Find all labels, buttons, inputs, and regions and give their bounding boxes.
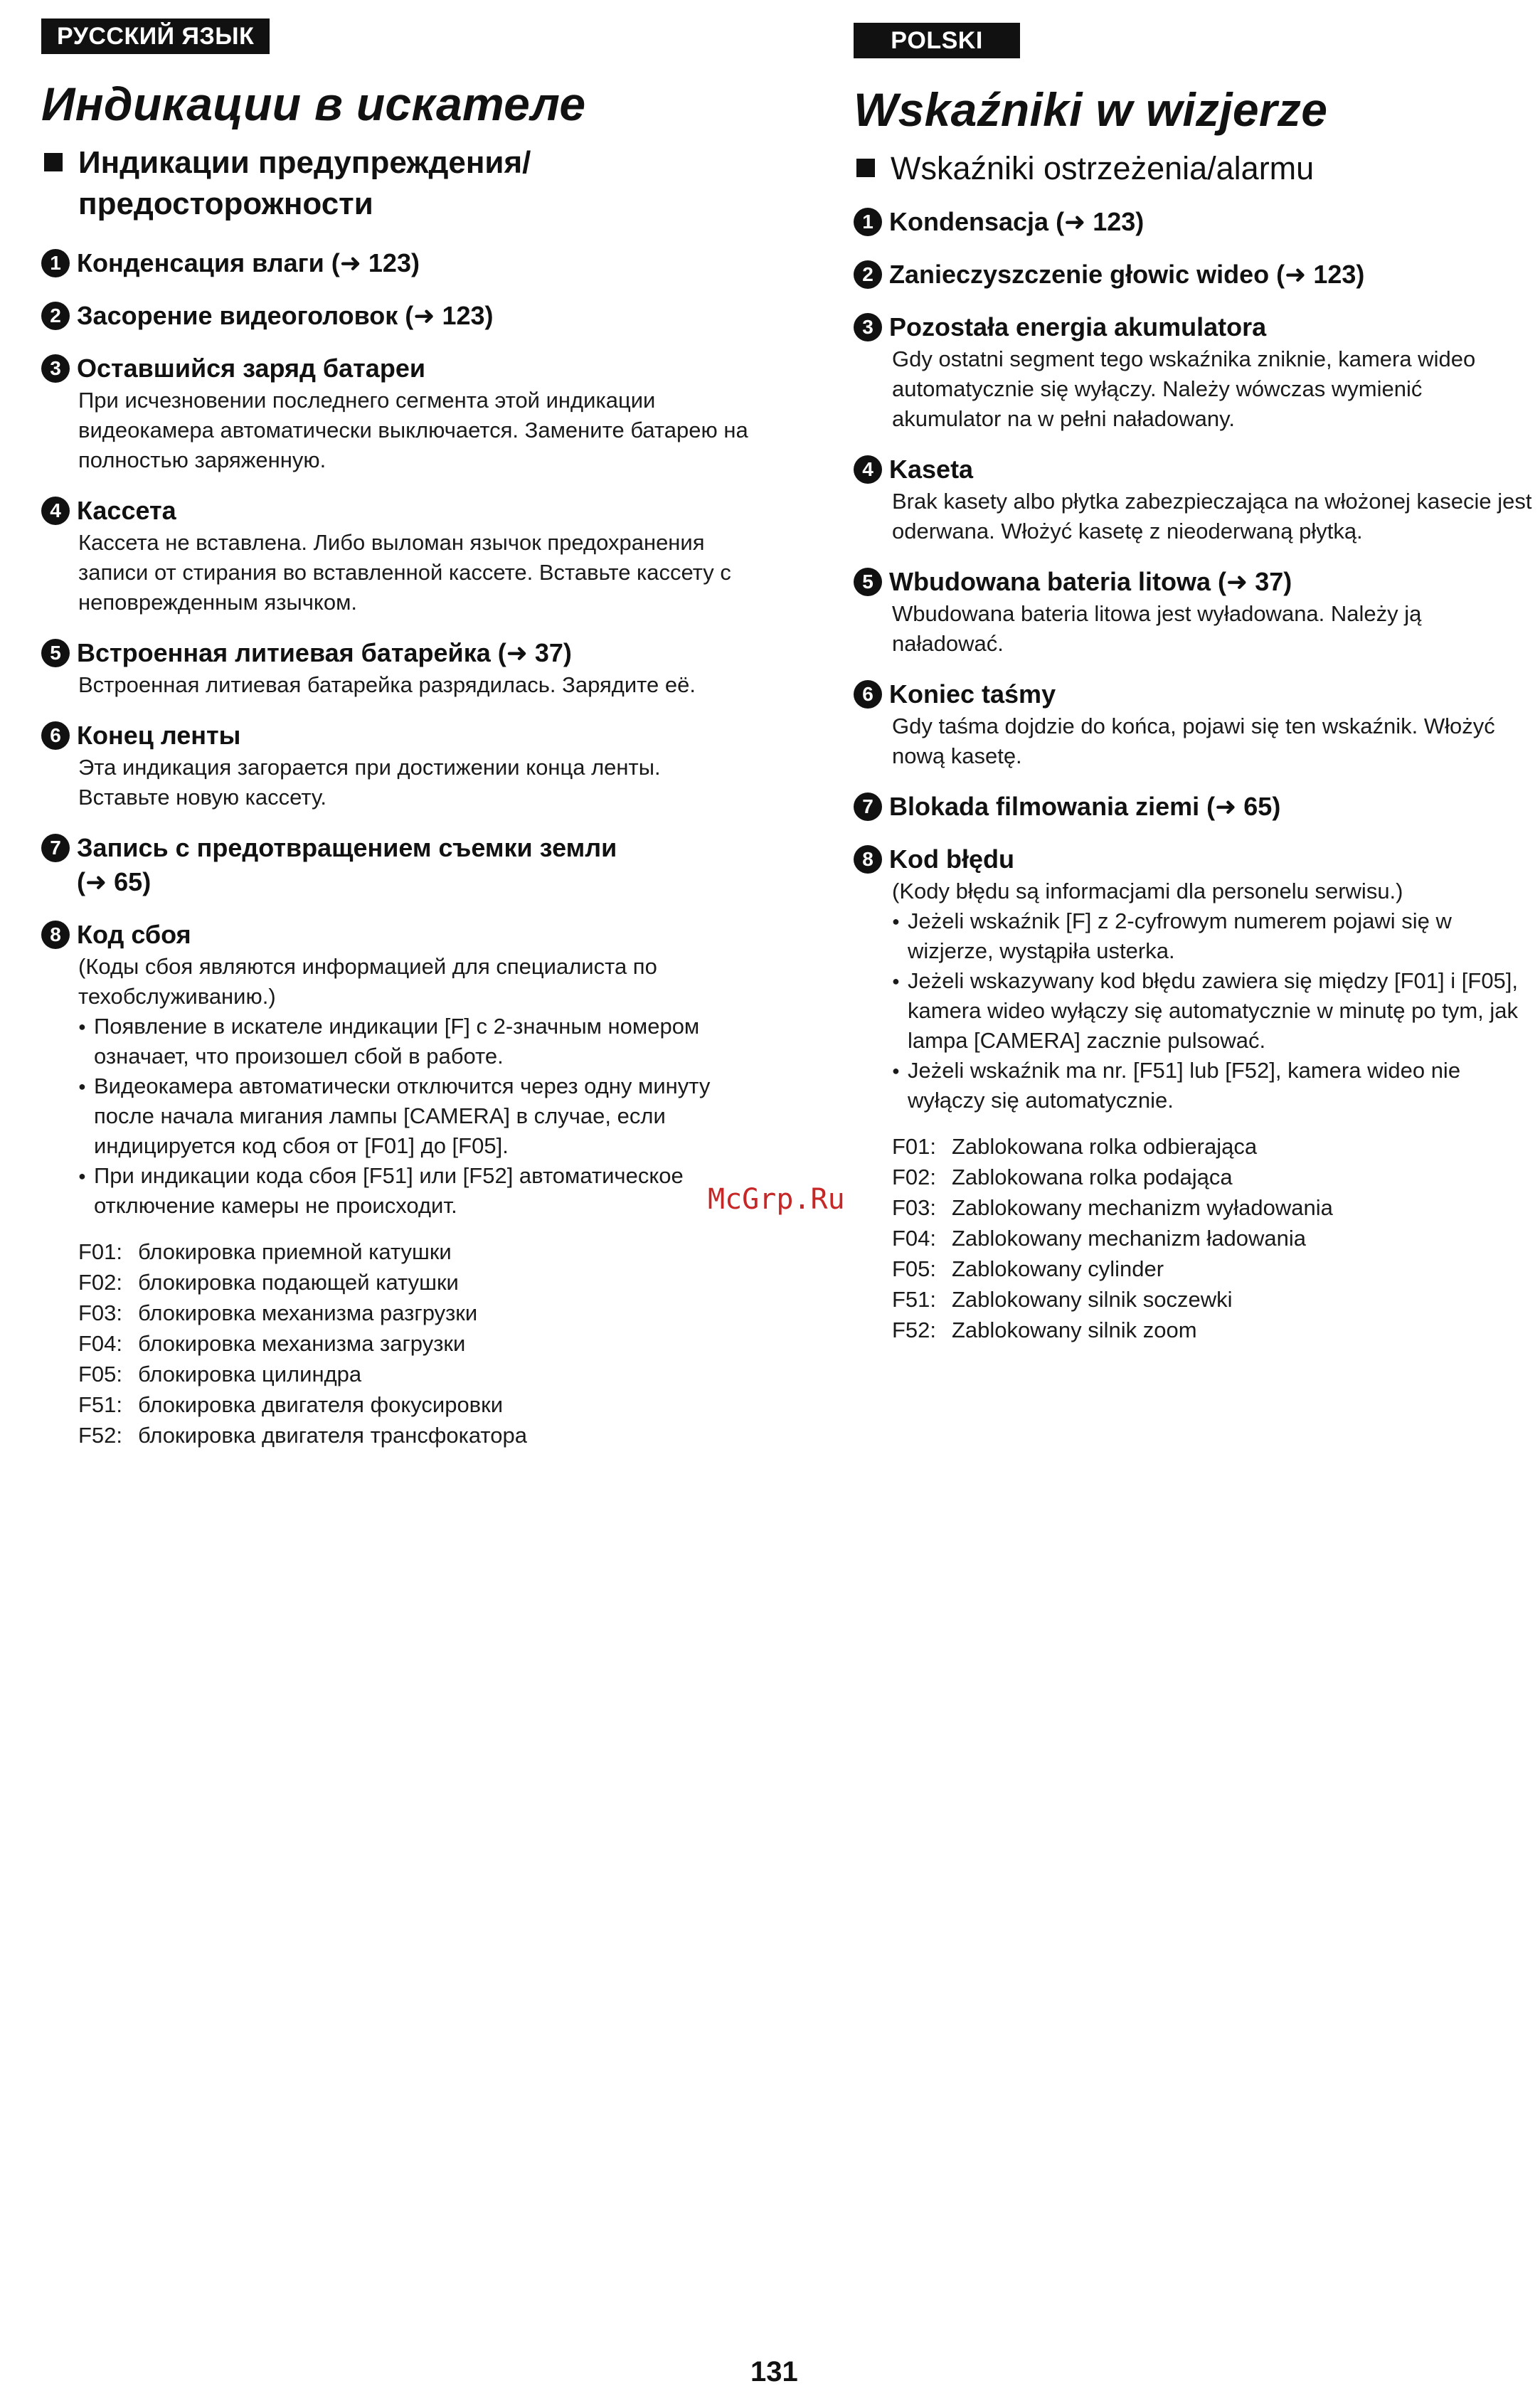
indicator-item xyxy=(41,351,753,475)
bullet-item: ● Jeżeli wskaźnik [F] z 2-cyfrowym numerem pojawi się w wizjerze, wystąpiła usterka. xyxy=(892,906,1536,966)
item-description: Эта индикация загорается при достижении конца ленты. Вставьте новую кассету. xyxy=(78,755,661,810)
number-circle-icon: 8 xyxy=(854,845,882,874)
indicator-item xyxy=(41,918,753,1451)
indicator-item xyxy=(41,636,753,700)
item-description: (Kody błędu są informacjami dla personelu serwisu.) xyxy=(892,879,1403,903)
error-code-text: блокировка цилиндра xyxy=(138,1362,362,1387)
section-title-text: Индикации предупреждения/ предосторожности xyxy=(78,145,531,221)
number-circle-icon: 5 xyxy=(854,568,882,596)
number-circle-icon: 8 xyxy=(41,921,70,949)
error-code-row xyxy=(892,1253,1536,1284)
item-description: Gdy taśma dojdzie do końca, pojawi się ten wskaźnik. Włożyć nową kasetę. xyxy=(892,714,1495,768)
russian-column xyxy=(41,18,753,1469)
error-code: F03: xyxy=(78,1300,123,1325)
indicator-item xyxy=(854,310,1536,434)
error-code-row xyxy=(78,1236,753,1267)
item-title: Конец ленты xyxy=(77,721,241,750)
indicator-item xyxy=(41,246,753,280)
item-title: Kondensacja (➜ 123) xyxy=(889,207,1145,236)
error-code-list xyxy=(78,1236,753,1451)
bullet-item: ● При индикации кода сбоя [F51] или [F52] автоматическое отключение камеры не происходит. xyxy=(78,1161,753,1221)
error-code-row xyxy=(78,1328,753,1359)
error-code-list xyxy=(892,1131,1536,1345)
error-code-text: блокировка механизма разгрузки xyxy=(138,1300,478,1325)
section-title-russian xyxy=(41,142,753,225)
indicator-item xyxy=(41,494,753,617)
error-code-row xyxy=(892,1223,1536,1253)
error-code: F51: xyxy=(892,1287,937,1312)
number-circle-icon: 5 xyxy=(41,639,70,667)
indicator-item xyxy=(854,790,1536,824)
number-circle-icon: 7 xyxy=(41,834,70,862)
number-circle-icon: 4 xyxy=(41,497,70,525)
square-bullet-icon xyxy=(856,159,875,177)
item-description: Кассета не вставлена. Либо выломан язычок предохранения записи от стирания во вставленной кассете. Вставьте кассету с неповрежденным язычком. xyxy=(78,530,731,615)
item-title: Засорение видеоголовок (➜ 123) xyxy=(77,301,494,330)
item-title: Кассета xyxy=(77,496,176,525)
item-title: Kaseta xyxy=(889,455,974,484)
polish-column xyxy=(854,18,1536,1364)
section-title-polish xyxy=(854,148,1536,189)
number-circle-icon: 7 xyxy=(854,793,882,821)
number-circle-icon: 2 xyxy=(854,260,882,289)
error-code-text: Zablokowany cylinder xyxy=(952,1256,1164,1281)
indicator-item xyxy=(854,452,1536,546)
bullet-item: ● Jeżeli wskaźnik ma nr. [F51] lub [F52], kamera wideo nie wyłączy się automatycznie. xyxy=(892,1056,1536,1115)
error-code-row xyxy=(78,1267,753,1298)
indicator-item xyxy=(854,565,1536,659)
bullet-item: ● Появление в искателе индикации [F] с 2-значным номером означает, что произошел сбой в работе. xyxy=(78,1012,753,1071)
number-circle-icon: 6 xyxy=(41,721,70,750)
item-title: Встроенная литиевая батарейка (➜ 37) xyxy=(77,638,572,667)
section-title-text: Wskaźniki ostrzeżenia/alarmu xyxy=(891,150,1315,186)
item-title: Blokada filmowania ziemi (➜ 65) xyxy=(889,792,1281,821)
error-code-row xyxy=(892,1315,1536,1345)
error-code-text: Zablokowany mechanizm wyładowania xyxy=(952,1195,1333,1220)
item-description: Gdy ostatni segment tego wskaźnika zniknie, kamera wideo automatycznie się wyłączy. Należy wówczas wymienić akumulator na w pełni naładowany. xyxy=(892,346,1476,431)
indicator-item xyxy=(41,831,753,899)
indicator-item xyxy=(854,677,1536,771)
error-code-text: блокировка двигателя фокусировки xyxy=(138,1392,504,1417)
error-code-text: блокировка механизма загрузки xyxy=(138,1331,466,1356)
error-code-text: Zablokowana rolka podająca xyxy=(952,1165,1233,1189)
error-code-row xyxy=(78,1359,753,1389)
item-title: Koniec taśmy xyxy=(889,679,1056,709)
error-code-row xyxy=(78,1298,753,1328)
number-circle-icon: 3 xyxy=(41,354,70,383)
error-code-text: блокировка подающей катушки xyxy=(138,1270,459,1295)
error-code-text: Zablokowany mechanizm ładowania xyxy=(952,1226,1306,1251)
error-code: F03: xyxy=(892,1195,937,1220)
error-code-text: блокировка приемной катушки xyxy=(138,1239,452,1264)
indicator-item xyxy=(854,205,1536,239)
indicator-item xyxy=(854,258,1536,292)
error-code: F05: xyxy=(892,1256,937,1281)
number-circle-icon: 2 xyxy=(41,302,70,330)
item-description: Brak kasety albo płytka zabezpieczająca na włożonej kasecie jest oderwana. Włożyć kasetę z nieoderwaną płytką. xyxy=(892,489,1532,544)
language-tab-polish: POLSKI xyxy=(854,23,1020,58)
item-description: Wbudowana bateria litowa jest wyładowana. Należy ją naładować. xyxy=(892,601,1422,656)
error-code-row xyxy=(892,1162,1536,1192)
item-title: Конденсация влаги (➜ 123) xyxy=(77,248,420,277)
error-code: F02: xyxy=(892,1165,937,1189)
bullet-item: ● Видеокамера автоматически отключится через одну минуту после начала мигания лампы [CAMERA] в случае, если индицируется код сбоя от [F01] до [F05]. xyxy=(78,1071,753,1161)
item-title: Код сбоя xyxy=(77,920,191,949)
error-code: F05: xyxy=(78,1362,123,1387)
error-code-row xyxy=(78,1389,753,1420)
number-circle-icon: 3 xyxy=(854,313,882,341)
error-code-text: Zablokowany silnik zoom xyxy=(952,1318,1197,1342)
indicator-item xyxy=(41,719,753,812)
item-title: Pozostała energia akumulatora xyxy=(889,312,1267,341)
error-code-text: блокировка двигателя трансфокатора xyxy=(138,1423,527,1448)
error-code: F01: xyxy=(892,1134,937,1159)
item-description: При исчезновении последнего сегмента этой индикации видеокамера автоматически выключается. Замените батарею на полностью заряженную. xyxy=(78,388,748,472)
error-code: F01: xyxy=(78,1239,123,1264)
error-code-row xyxy=(892,1284,1536,1315)
number-circle-icon: 1 xyxy=(854,208,882,236)
error-code: F52: xyxy=(892,1318,937,1342)
number-circle-icon: 6 xyxy=(854,680,882,709)
error-code-text: Zablokowana rolka odbierająca xyxy=(952,1134,1258,1159)
error-code: F04: xyxy=(892,1226,937,1251)
error-code: F02: xyxy=(78,1270,123,1295)
number-circle-icon: 1 xyxy=(41,249,70,277)
number-circle-icon: 4 xyxy=(854,455,882,484)
item-title: Wbudowana bateria litowa (➜ 37) xyxy=(889,567,1292,596)
error-code: F52: xyxy=(78,1423,123,1448)
page-number: 131 xyxy=(750,2356,798,2387)
item-description: Встроенная литиевая батарейка разрядилась. Зарядите её. xyxy=(78,672,696,697)
error-code-text: Zablokowany silnik soczewki xyxy=(952,1287,1233,1312)
item-title-reference: (➜ 65) xyxy=(77,867,152,896)
item-description: (Коды сбоя являются информацией для специалиста по техобслуживанию.) xyxy=(78,954,657,1009)
square-bullet-icon xyxy=(44,153,63,171)
page-title-polish: Wskaźniki w wizjerze xyxy=(854,83,1328,136)
language-tab-russian: РУССКИЙ ЯЗЫК xyxy=(41,18,270,54)
error-code-row xyxy=(892,1131,1536,1162)
item-title: Оставшийся заряд батареи xyxy=(77,354,425,383)
indicator-item xyxy=(41,299,753,333)
item-title: Запись с предотвращением съемки земли xyxy=(77,833,617,862)
bullet-item: ● Jeżeli wskazywany kod błędu zawiera się między [F01] i [F05], kamera wideo wyłączy się automatycznie w minutę po tym, jak lampa [CAMERA] zacznie pulsować. xyxy=(892,966,1536,1056)
error-code: F51: xyxy=(78,1392,123,1417)
error-code-row xyxy=(78,1420,753,1451)
error-code-row xyxy=(892,1192,1536,1223)
error-code: F04: xyxy=(78,1331,123,1356)
indicator-item xyxy=(854,842,1536,1345)
watermark: McGrp.Ru xyxy=(708,1183,845,1216)
page-title-russian: Индикации в искателе xyxy=(41,78,586,130)
item-title: Kod błędu xyxy=(889,844,1014,874)
item-title: Zanieczyszczenie głowic wideo (➜ 123) xyxy=(889,260,1365,289)
